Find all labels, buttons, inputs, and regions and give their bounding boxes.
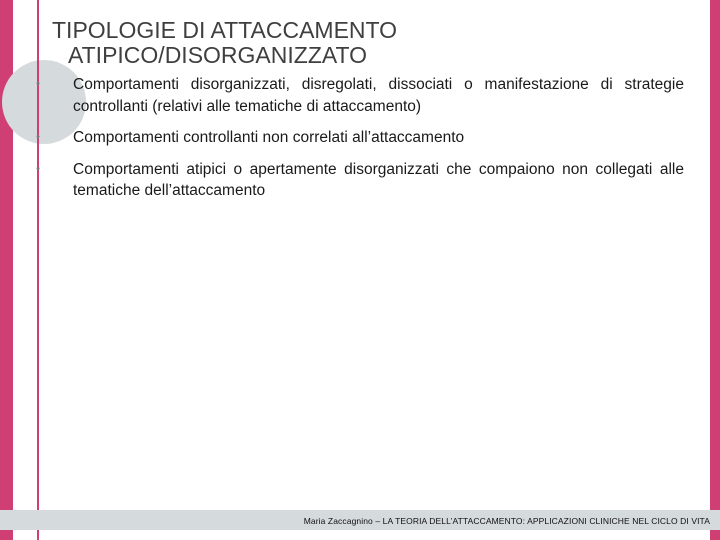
right-accent-bar	[710, 0, 720, 540]
slide-title	[52, 18, 672, 68]
bullet-list	[28, 74, 684, 212]
bullet-item	[28, 74, 684, 117]
slide-title-line2: ATIPICO/DISORGANIZZATO	[68, 42, 368, 68]
bullet-text: Comportamenti atipici o apertamente disorganizzati che compaiono non collegati alle tematiche dell’attaccamento	[73, 160, 684, 199]
bullet-dot-icon: •	[36, 78, 40, 90]
bullet-text: Comportamenti controllanti non correlati all’attaccamento	[73, 129, 465, 146]
bullet-item	[28, 127, 684, 149]
bullet-dot-icon: •	[36, 162, 40, 175]
bullet-item	[28, 159, 684, 202]
bullet-text: Comportamenti disorganizzati, disregolati, dissociati o manifestazione di strategie controllanti (relativi alle tematiche di attaccamento)	[73, 76, 684, 115]
slide-title-line1: TIPOLOGIE DI ATTACCAMENTO	[52, 17, 398, 43]
footer-text: Maria Zaccagnino – LA TEORIA DELL’ATTACCAMENTO: APPLICAZIONI CLINICHE NEL CICLO DI VITA	[303, 516, 710, 526]
bullet-dot-icon: •	[36, 131, 40, 143]
